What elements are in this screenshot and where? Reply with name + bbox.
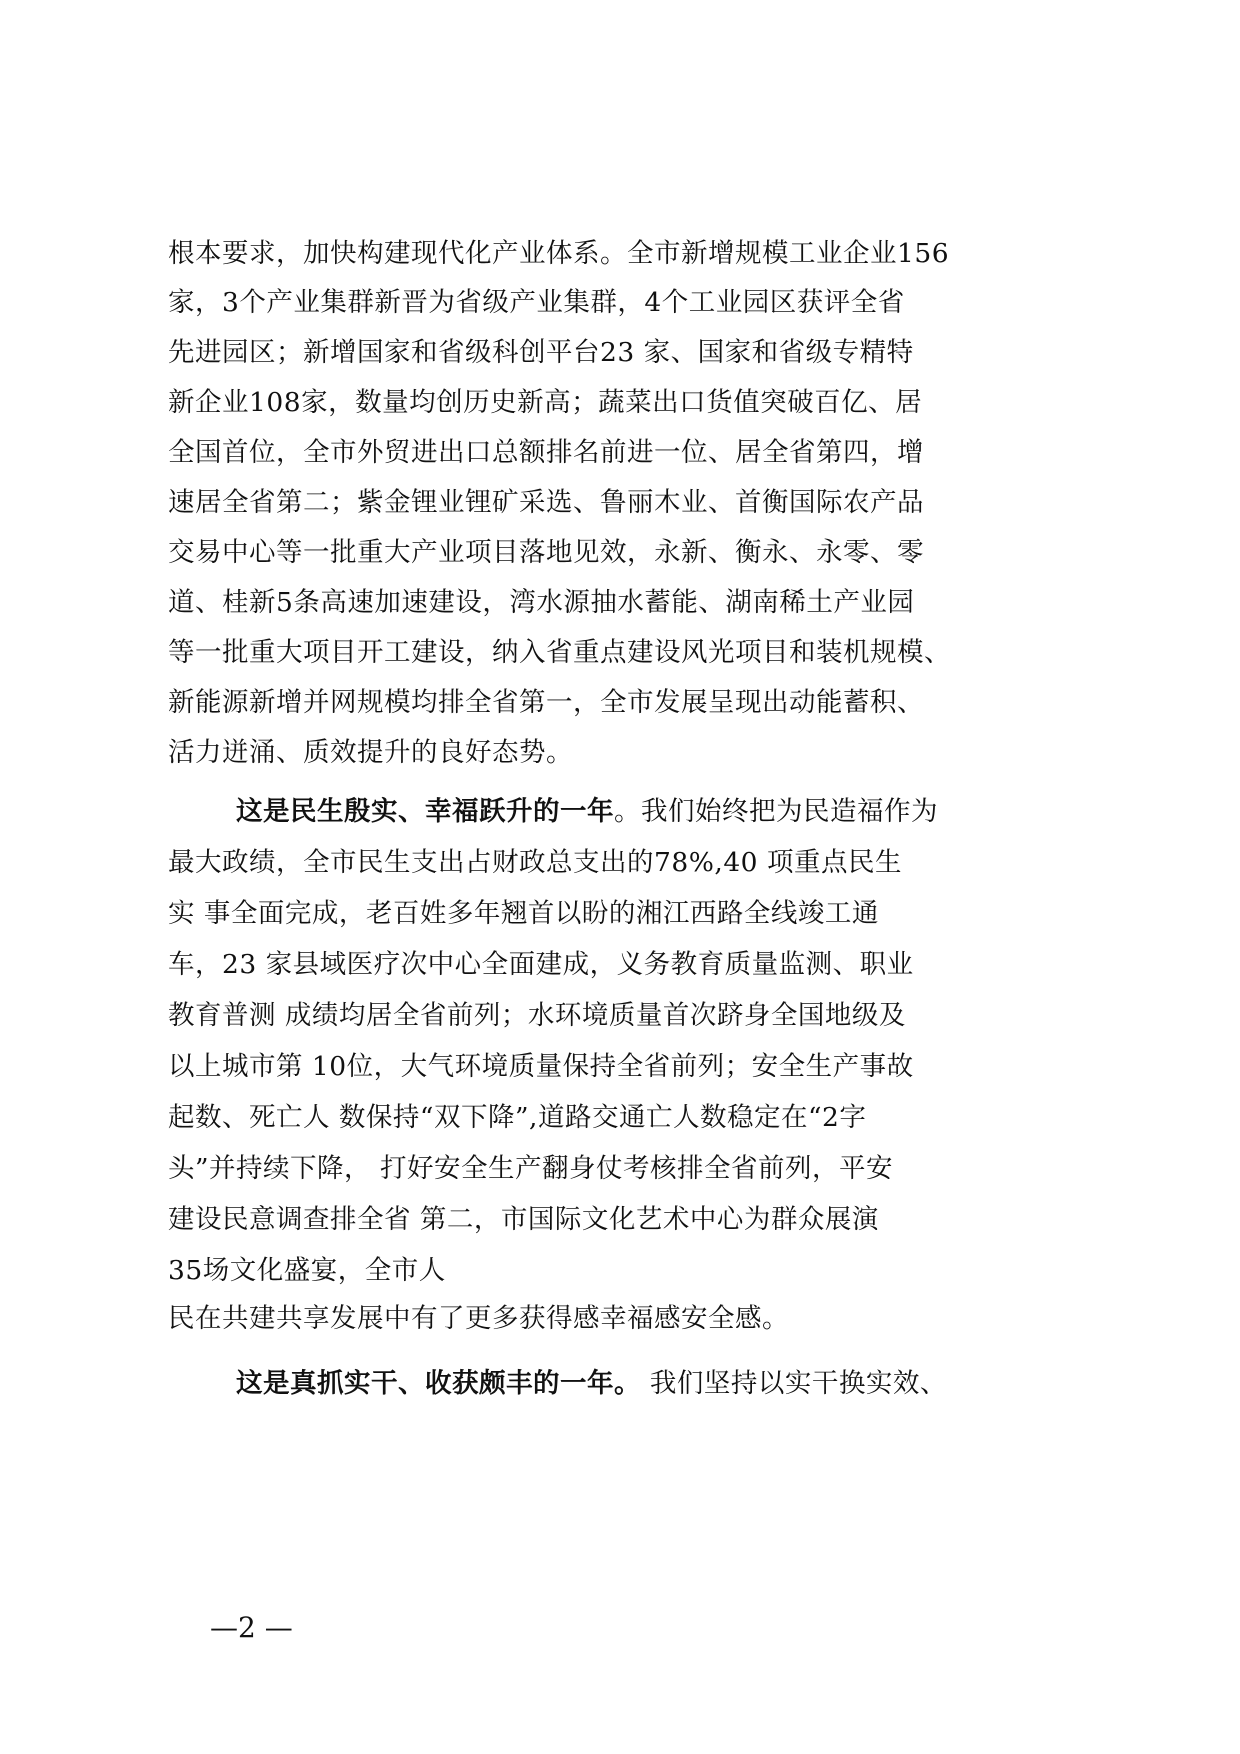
text-line: 民在共建共享发展中有了更多获得感幸福感安全感。	[168, 1303, 789, 1334]
text-line: 新企业108家，数量均创历史新高；蔬菜出口货值突破百亿、居	[168, 387, 923, 418]
text-line: 35场文化盛宴，全市人	[168, 1255, 446, 1286]
paragraph-lead-line	[236, 792, 938, 832]
text-line: 新能源新增并网规模均排全省第一，全市发展呈现出动能蓄积、	[168, 687, 924, 718]
text-line: 教育普测 成绩均居全省前列；水环境质量首次跻身全国地级及	[168, 1000, 906, 1031]
paragraph-lead-line	[236, 1364, 947, 1404]
text-line: 家，3个产业集群新晋为省级产业集群，4个工业园区获评全省	[168, 287, 905, 318]
page-number: —2 —	[210, 1611, 293, 1644]
text-line: 头”并持续下降， 打好安全生产翻身仗考核排全省前列，平安	[168, 1153, 893, 1184]
text-line: 最大政绩，全市民生支出占财政总支出的78%,40 项重点民生	[168, 847, 902, 878]
paragraph-heading: 这是真抓实干、收获颇丰的一年。	[236, 1368, 641, 1399]
text-line: 车，23 家县域医疗次中心全面建成，义务教育质量监测、职业	[168, 949, 914, 980]
text-line: 道、桂新5条高速加速建设，湾水源抽水蓄能、湖南稀土产业园	[168, 587, 915, 618]
text-line: 根本要求，加快构建现代化产业体系。全市新增规模工业企业156	[168, 238, 950, 269]
text-line: 起数、死亡人 数保持“双下降”,道路交通亡人数稳定在“2字	[168, 1102, 867, 1133]
text-line: 等一批重大项目开工建设，纳入省重点建设风光项目和装机规模、	[168, 637, 951, 668]
text-line: 交易中心等一批重大产业项目落地见效，永新、衡永、永零、零	[168, 537, 924, 568]
paragraph-heading: 这是民生殷实、幸福跃升的一年	[236, 796, 614, 827]
paragraph-lead-text: 。我们始终把为民造福作为	[614, 796, 938, 827]
text-line: 实 事全面完成，老百姓多年翘首以盼的湘江西路全线竣工通	[168, 898, 879, 929]
text-line: 活力迸涌、质效提升的良好态势。	[168, 737, 573, 768]
text-line: 以上城市第 10位，大气环境质量保持全省前列；安全生产事故	[168, 1051, 914, 1082]
text-line: 速居全省第二；紫金锂业锂矿采选、鲁丽木业、首衡国际农产品	[168, 487, 924, 518]
text-line: 全国首位，全市外贸进出口总额排名前进一位、居全省第四，增	[168, 437, 924, 468]
paragraph-lead-text: 我们坚持以实干换实效、	[641, 1368, 947, 1399]
text-line: 建设民意调查排全省 第二，市国际文化艺术中心为群众展演	[168, 1204, 879, 1235]
text-line: 先进园区；新增国家和省级科创平台23 家、国家和省级专精特	[168, 337, 914, 368]
